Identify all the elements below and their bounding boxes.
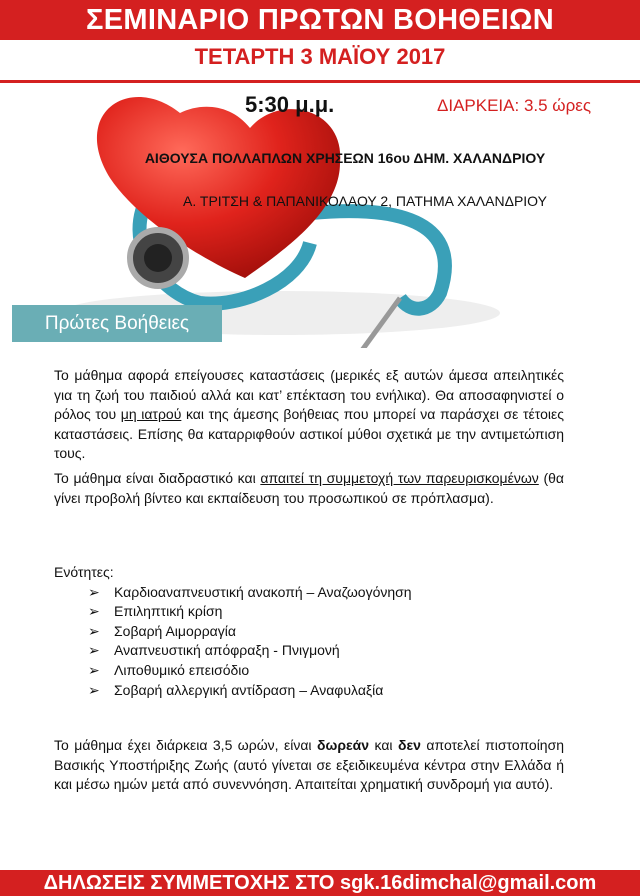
event-duration: ΔΙΑΡΚΕΙΑ: 3.5 ώρες	[437, 96, 592, 115]
arrow-bullet-icon: ➢	[88, 642, 100, 659]
bold-text: δεν	[398, 737, 421, 753]
arrow-bullet-icon: ➢	[88, 661, 100, 678]
arrow-bullet-icon: ➢	[88, 681, 100, 698]
text: (θα γίνει προβολή βίντεο και εκπαίδευση του προσωπικού σε πρόπλασμα).	[54, 470, 564, 506]
sections-label: Ενότητες:	[54, 564, 114, 580]
list-item-text: Αναπνευστική απόφραξη - Πνιγμονή	[114, 642, 340, 659]
underlined-text: απαιτεί τη συμμετοχή των παρευρισκομένων	[260, 470, 539, 486]
list-item	[88, 661, 412, 681]
arrow-bullet-icon: ➢	[88, 622, 100, 639]
registration-banner: ΔΗΛΩΣΕΙΣ ΣΥΜΜΕΤΟΧΗΣ ΣΤΟ sgk.16dimchal@gmail.com	[0, 870, 640, 896]
list-item	[88, 622, 412, 642]
paragraph-cost	[54, 736, 564, 795]
event-time: 5:30 μ.μ.	[245, 92, 335, 117]
sections-list	[54, 563, 412, 700]
arrow-bullet-icon: ➢	[88, 603, 100, 620]
text: Το μάθημα είναι διαδραστικό και	[54, 470, 261, 486]
address: Α. ΤΡΙΤΣΗ & ΠΑΠΑΝΙΚΟΛΑΟΥ 2, ΠΑΤΗΜΑ ΧΑΛΑΝΔΡΙΟΥ	[183, 193, 547, 209]
list-item-text: Λιποθυμικό επεισόδιο	[114, 661, 250, 678]
list-item-text: Σοβαρή Αιμορραγία	[114, 622, 236, 639]
paragraph-interactive	[54, 469, 564, 508]
bold-text: δωρεάν	[317, 737, 370, 753]
first-aid-badge: Πρώτες Βοήθειες	[12, 305, 222, 342]
underlined-text: μη ιατρού	[120, 406, 182, 422]
event-date: ΤΕΤΑΡΤΗ 3 ΜΑΪΟΥ 2017	[194, 44, 446, 69]
text: Το μάθημα αφορά επείγουσες καταστάσεις (μερικές εξ αυτών άμεσα απειλητικές για τη ζωή του παιδιού αλλά και κατ’ επέκταση του ενήλικα). Θα αποσαφηνιστεί ο ρόλος του	[54, 367, 564, 422]
list-item-text: Σοβαρή αλλεργική αντίδραση – Αναφυλαξία	[114, 681, 384, 698]
text: Το μάθημα έχει διάρκεια 3,5 ωρών, είναι	[54, 737, 318, 753]
text: και	[369, 737, 398, 753]
list-item-text: Καρδιοαναπνευστική ανακοπή – Αναζωογόνηση	[114, 583, 412, 600]
arrow-bullet-icon: ➢	[88, 583, 100, 600]
venue: ΑΙΘΟΥΣΑ ΠΟΛΛΑΠΛΩΝ ΧΡΗΣΕΩΝ 16ου ΔΗΜ. ΧΑΛΑΝΔΡΙΟΥ	[144, 150, 546, 166]
paragraph-intro	[54, 366, 564, 464]
title-banner: ΣΕΜΙΝΑΡΙΟ ΠΡΩΤΩΝ ΒΟΗΘΕΙΩΝ	[0, 0, 640, 40]
list-item	[88, 641, 412, 661]
text: αποτελεί πιστοποίηση Βασικής Υποστήριξης Ζωής (αυτό γίνεται σε εξειδικευμένα κέντρα στην Ελλάδα ή και μέσω ημών μετά από συνεννόηση. Απαιτείται χρηματική συνδρομή για αυτό).	[54, 737, 565, 792]
list-item	[88, 681, 412, 701]
list-item-text: Επιληπτική κρίση	[114, 603, 223, 620]
list-item	[88, 583, 412, 603]
list-item	[88, 602, 412, 622]
text: και της άμεσης βοήθειας που μπορεί να παράσχει σε τέτοιες καταστάσεις. Επίσης θα καταρριφθούν αστικοί μύθοι σχετικά με την αντιμετώπιση τους.	[54, 406, 564, 461]
